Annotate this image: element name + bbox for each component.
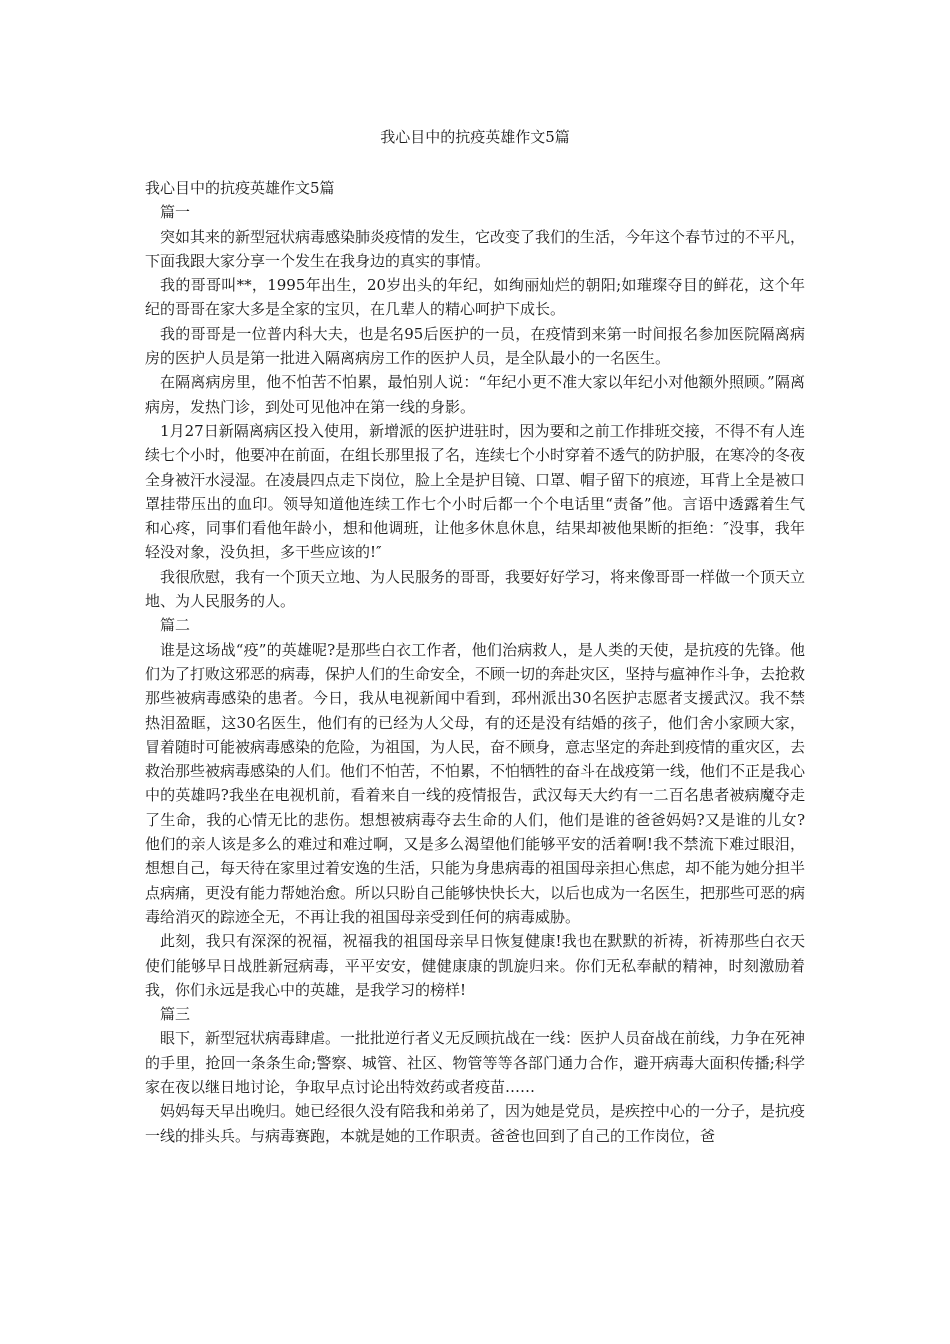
paragraph: 1月27日新隔离病区投入使用，新增派的医护进驻时，因为要和之前工作排班交接，不得不有人连续七个小时，他要冲在前面，在组长那里报了名，连续七个小时穿着不透气的防护服，在寒冷的冬夜全身被汗水浸湿。在凌晨四点走下岗位，脸上全是护目镜、口罩、帽子留下的痕迹，耳背上全是被口罩挂带压出的血印。领导知道他连续工作七个小时后都一个个电话里“责备”他。言语中透露着生气和心疼，同事们看他年龄小，想和他调班，让他多休息休息，结果却被他果断的拒绝：″没事，我年轻没对象，没负担，多干些应该的!″	[145, 421, 806, 562]
paragraph: 谁是这场战“疫”的英雄呢?是那些白衣工作者，他们治病救人，是人类的天使，是抗疫的先锋。他们为了打败这邪恶的病毒，保护人们的生命安全，不顾一切的奔赴灾区，坚持与瘟神作斗争，去抢救那些被病毒感染的患者。今日，我从电视新闻中看到，邳州派出30名医护志愿者支援武汉。我不禁热泪盈眶，这30名医生，他们有的已经为人父母，有的还是没有结婚的孩子，他们舍小家顾大家，冒着随时可能被病毒感染的危险，为祖国，为人民，奋不顾身，意志坚定的奔赴到疫情的重灾区，去救治那些被病毒感染的人们。他们不怕苦，不怕累，不怕牺牲的奋斗在战疫第一线，他们不正是我心中的英雄吗?我坐在电视机前，看着来自一线的疫情报告，武汉每天大约有一二百名患者被病魔夺走了生命，我的心情无比的悲伤。想想被病毒夺去生命的人们，他们是谁的爸爸妈妈?又是谁的儿女?他们的亲人该是多么的难过和难过啊，又是多么渴望他们能够平安的活着啊!我不禁流下难过眼泪，想想自己，每天待在家里过着安逸的生活，只能为身患病毒的祖国母亲担心焦虑，却不能为她分担半点病痛，更没有能力帮她治愈。所以只盼自己能够快快长大，以后也成为一名医生，把那些可恶的病毒给消灭的踪迹全无，不再让我的祖国母亲受到任何的病毒威胁。	[145, 640, 806, 926]
paragraph: 突如其来的新型冠状病毒感染肺炎疫情的发生，它改变了我们的生活，今年这个春节过的不平凡，下面我跟大家分享一个发生在我身边的真实的事情。	[145, 227, 806, 270]
section-label: 篇一	[160, 203, 191, 222]
paragraph: 此刻，我只有深深的祝福，祝福我的祖国母亲早日恢复健康!我也在默默的祈祷，祈祷那些白衣天使们能够早日战胜新冠病毒，平平安安，健健康康的凯旋归来。你们无私奉献的精神，时刻激励着我，你们永远是我心中的英雄，是我学习的榜样!	[145, 932, 805, 999]
document-heading: 我心目中的抗疫英雄作文5篇	[145, 179, 335, 197]
section-label: 篇二	[160, 616, 191, 635]
paragraph: 妈妈每天早出晚归。她已经很久没有陪我和弟弟了，因为她是党员，是疾控中心的一分子，是抗疫一线的排头兵。与病毒赛跑，本就是她的工作职责。爸爸也回到了自己的工作岗位，爸	[145, 1102, 806, 1145]
document-body	[145, 176, 805, 1148]
section-label: 篇三	[160, 1005, 191, 1024]
paragraph: 我的哥哥是一位普内科大夫，也是名95后医护的一员，在疫情到来第一时间报名参加医院隔离病房的医护人员是第一批进入隔离病房工作的医护人员，是全队最小的一名医生。	[145, 324, 805, 368]
document-title: 我心目中的抗疫英雄作文5篇	[380, 128, 570, 146]
paragraph: 我的哥哥叫**，1995年出生，20岁出头的年纪，如绚丽灿烂的朝阳;如璀璨夺目的鲜花，这个年纪的哥哥在家大多是全家的宝贝，在几辈人的精心呵护下成长。	[145, 276, 805, 319]
paragraph: 眼下，新型冠状病毒肆虐。一批批逆行者义无反顾抗战在一线：医护人员奋战在前线，力争在死神的手里，抢回一条条生命;警察、城管、社区、物管等等各部门通力合作，避开病毒大面积传播;科学家在夜以继日地讨论，争取早点讨论出特效药或者疫苗……	[145, 1029, 806, 1096]
paragraph: 我很欣慰，我有一个顶天立地、为人民服务的哥哥，我要好好学习，将来像哥哥一样做一个顶天立地、为人民服务的人。	[145, 567, 806, 611]
paragraph: 在隔离病房里，他不怕苦不怕累，最怕别人说：“年纪小更不准大家以年纪小对他额外照顾。”隔离病房，发热门诊，到处可见他冲在第一线的身影。	[145, 373, 805, 416]
